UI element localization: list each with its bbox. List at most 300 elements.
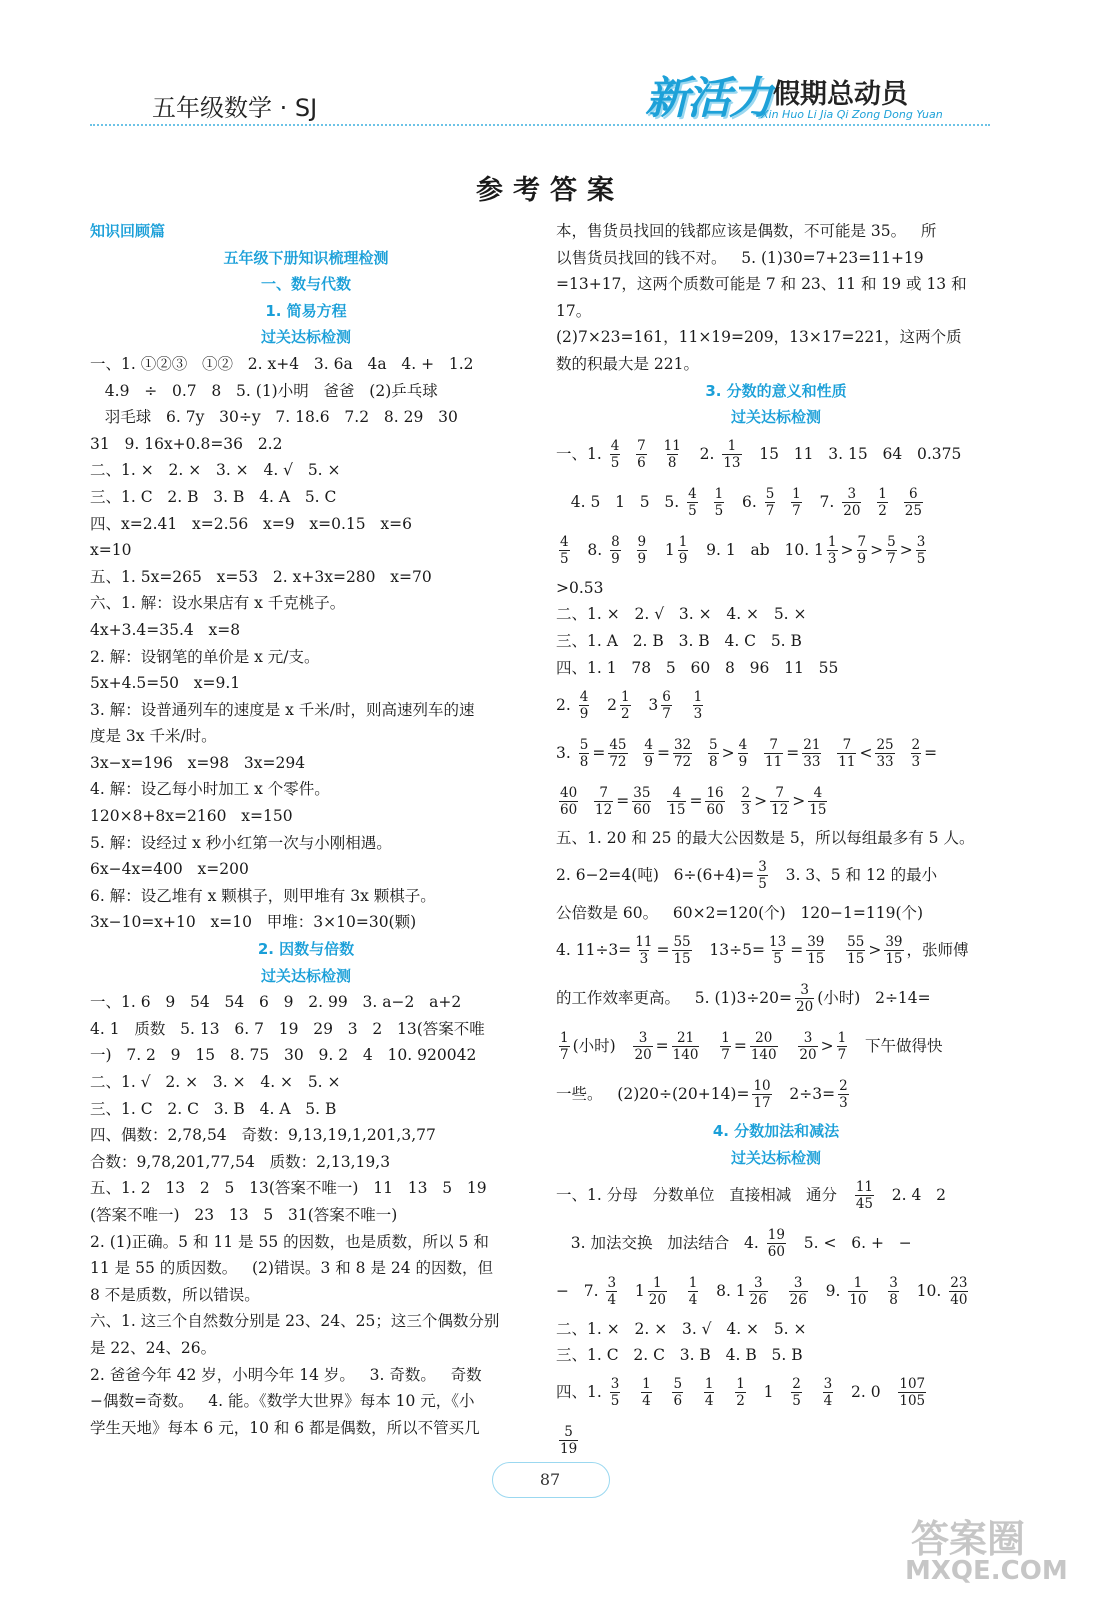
fraction [610, 438, 621, 471]
answer-line: 120×8+8x=2160 x=150 [90, 807, 293, 826]
fraction-numerator: 6 [662, 688, 671, 705]
answer-text [655, 1379, 670, 1406]
answer-line: (2)7×23=161，11×19=209，13×17=221，这两个质 [556, 328, 962, 347]
fraction-denominator: 26 [749, 1292, 767, 1308]
answer-text: 4. 5 1 5 5. [556, 493, 685, 512]
fraction [916, 534, 927, 567]
fraction [672, 1376, 683, 1409]
fraction-numerator: 45 [609, 736, 627, 753]
fraction-numerator: 7 [775, 784, 784, 801]
fraction [765, 486, 776, 519]
fraction-numerator: 19 [767, 1227, 785, 1243]
fraction-numerator: 4 [610, 438, 620, 455]
answer-text: 2. 0 [836, 1383, 896, 1402]
fraction [741, 785, 752, 818]
answer-text: > [899, 541, 913, 560]
fraction-numerator: 2 [741, 784, 751, 801]
brand-logo [645, 62, 990, 130]
section-heading: 1. 简易方程 [265, 301, 347, 320]
fraction-denominator: 15 [668, 801, 686, 818]
answer-line [556, 926, 996, 974]
fraction-numerator: 6 [909, 486, 918, 503]
fraction-numerator: 40 [560, 784, 578, 801]
answer-text: 8. [572, 541, 608, 560]
brand-logo-pinyin: Xin Huo Li Jia Qi Zong Dong Yuan [761, 108, 943, 121]
answer-text [728, 788, 738, 815]
fraction-numerator: 1 [721, 1029, 730, 1046]
answer-line: 六、1. 解：设水果店有 x 千克桃子。 [90, 594, 346, 613]
answer-text: 6. [727, 493, 762, 512]
fraction-denominator: 5 [773, 950, 782, 967]
fraction [791, 1376, 802, 1409]
answer-text: 一、1. [556, 445, 607, 464]
fraction-numerator: 3 [889, 1275, 898, 1291]
answer-line [556, 479, 996, 527]
fraction-numerator: 1 [693, 688, 703, 705]
fraction-numerator: 5 [765, 486, 775, 503]
answer-line: 三、1. C 2. C 3. B 4. B 5. B [556, 1346, 803, 1365]
fraction [875, 737, 894, 770]
answer-text [864, 489, 874, 516]
answer-text: − 7. [556, 1282, 604, 1301]
fraction-numerator: 11 [635, 933, 653, 950]
answer-text: 10. [901, 1282, 947, 1301]
fraction [672, 1030, 700, 1063]
brand-logo-title: 新活力 [645, 73, 771, 124]
answer-line: 羽毛球 6. 7y 30÷y 7. 18.6 7.2 8. 29 30 [90, 408, 458, 427]
answer-text [701, 489, 711, 516]
fraction [673, 737, 692, 770]
answer-line: 公倍数是 60。 60×2=120(个) 120−1=119(个) [556, 903, 924, 922]
fraction-denominator: 3 [839, 1094, 848, 1111]
answer-line: 11 是 55 的质因数。 (2)错误。3 和 8 是 24 的因数，但 [90, 1259, 494, 1278]
fraction-denominator: 7 [792, 503, 801, 520]
answer-text [751, 740, 761, 767]
answer-text [898, 740, 908, 767]
answer-text [670, 1278, 685, 1305]
fraction [749, 1275, 768, 1308]
fraction-numerator: 1 [837, 1029, 847, 1046]
fraction-numerator: 25 [876, 736, 894, 753]
answer-line: 4. 1 质数 5. 13 6. 7 19 29 3 2 13(答案不唯 [90, 1019, 485, 1038]
answer-text: > [840, 541, 854, 560]
fraction [767, 1227, 786, 1260]
answer-line: 六、1. 这三个自然数分别是 23、24、25；这三个偶数分别 [90, 1312, 500, 1331]
fraction [608, 737, 627, 770]
fraction [648, 1275, 667, 1308]
answer-line: 6. 解：设乙堆有 x 颗棋子，则甲堆有 3x 颗棋子。 [90, 886, 436, 905]
fraction-numerator: 55 [673, 933, 691, 950]
fraction [898, 1376, 926, 1409]
fraction [637, 534, 648, 567]
answer-line: −偶数=奇数。 4. 能。《数学大世界》每本 10 元，《小 [90, 1392, 475, 1411]
fraction-denominator: 20 [634, 1046, 652, 1063]
answer-text: = [733, 1037, 747, 1056]
fraction [735, 1376, 746, 1409]
fraction [949, 1275, 968, 1308]
answer-text [695, 740, 705, 767]
fraction [632, 785, 651, 818]
answer-line [556, 1070, 996, 1118]
fraction-numerator: 9 [637, 534, 647, 551]
answer-line: 5x+4.5=50 x=9.1 [90, 674, 241, 693]
fraction [714, 486, 725, 519]
answer-text: 15 11 3. 15 64 0.375 [744, 445, 962, 464]
fraction-numerator: 4 [672, 784, 682, 801]
fraction-denominator: 12 [595, 801, 613, 818]
fraction [789, 1275, 808, 1308]
fraction-numerator: 3 [638, 1029, 648, 1046]
fraction-denominator: 72 [609, 753, 627, 770]
answer-text [623, 1379, 638, 1406]
fraction-numerator: 4 [813, 784, 823, 801]
answer-text: 下午做得快 [850, 1037, 943, 1056]
fraction [838, 1078, 849, 1111]
answer-text [581, 788, 591, 815]
fraction-denominator: 5 [688, 503, 697, 520]
answer-line: 4. 解：设乙每小时加工 x 个零件。 [90, 780, 330, 799]
watermark-text: 答案圈 [911, 1517, 1026, 1561]
fraction-numerator: 20 [755, 1029, 773, 1046]
fraction-denominator: 8 [889, 1292, 898, 1308]
fraction-numerator: 107 [899, 1376, 926, 1393]
fraction-numerator: 32 [673, 736, 692, 753]
fraction-numerator: 7 [769, 736, 778, 753]
fraction-numerator: 23 [950, 1275, 968, 1291]
fraction [846, 934, 865, 967]
fraction [768, 934, 787, 967]
fraction-denominator: 25 [904, 503, 922, 520]
fraction [806, 934, 825, 967]
fraction [687, 486, 698, 519]
fraction [823, 1376, 834, 1409]
fraction-numerator: 3 [847, 486, 857, 503]
left-column [90, 218, 522, 1441]
watermark-logo [905, 1508, 1085, 1590]
fraction-numerator: 16 [706, 784, 724, 801]
answer-text: 四、1. [556, 1383, 607, 1402]
answer-line: 二、1. × 2. × 3. × 4. √ 5. × [90, 461, 341, 480]
fraction-denominator: 7 [721, 1046, 730, 1063]
answer-text [824, 740, 834, 767]
fraction-denominator: 3 [827, 551, 837, 568]
fraction [886, 534, 897, 567]
fraction-denominator: 3 [639, 950, 649, 967]
answer-text: > [868, 941, 882, 960]
fraction-denominator: 7 [560, 1046, 569, 1063]
answer-line: 一、1. ①②③ ①② 2. x+4 3. 6a 4a 4. + 1.2 [90, 354, 474, 373]
fraction-numerator: 7 [599, 784, 608, 801]
fraction [770, 785, 789, 818]
page-number: 87 [539, 1470, 561, 1489]
fraction-numerator: 4 [644, 736, 653, 753]
fraction [610, 534, 621, 567]
answer-line: 合数：9,78,201,77,54 质数：2,13,19,3 [90, 1152, 391, 1171]
fraction-denominator: 5 [714, 503, 724, 520]
answer-text: = [592, 743, 606, 762]
fraction-denominator: 105 [899, 1393, 926, 1410]
answer-text: 8. 1 [701, 1282, 746, 1301]
fraction-denominator: 20 [799, 1046, 817, 1063]
fraction [704, 1376, 715, 1409]
answer-text: 1 [748, 1383, 789, 1402]
fraction [559, 534, 570, 567]
answer-text: = [786, 743, 800, 762]
answer-line: x=10 [90, 541, 132, 560]
fraction-denominator: 8 [667, 455, 677, 472]
fraction [579, 737, 590, 770]
answer-line [556, 1369, 996, 1417]
fraction-denominator: 45 [855, 1196, 874, 1212]
fraction-denominator: 15 [807, 950, 825, 967]
fraction [877, 486, 888, 519]
fraction-numerator: 1 [560, 1029, 569, 1046]
section-heading: 五年级下册知识梳理检测 [223, 248, 389, 267]
fraction [705, 785, 724, 818]
answer-line [556, 431, 996, 479]
answer-line [556, 1417, 996, 1465]
fraction-numerator: 1 [688, 1275, 698, 1291]
answer-text: 3. 3、5 和 12 的最小 [770, 866, 938, 885]
answer-text: 7. [804, 493, 840, 512]
answer-line: 二、1. √ 2. × 3. × 4. × 5. × [90, 1073, 341, 1091]
fraction [620, 689, 631, 722]
fraction-numerator: 10 [753, 1077, 771, 1094]
fraction [708, 737, 719, 770]
fraction-denominator: 4 [688, 1292, 698, 1308]
fraction [610, 1376, 621, 1409]
answer-text: ，张师傅 [906, 941, 969, 960]
fraction-numerator: 3 [800, 981, 809, 998]
answer-line: 三、1. C 2. B 3. B 4. A 5. C [90, 487, 337, 506]
answer-line: 是 22、24、26。 [90, 1338, 217, 1357]
fraction-denominator: 9 [611, 551, 620, 568]
fraction [884, 934, 903, 967]
answer-text [650, 441, 660, 468]
answer-text: 2 [592, 695, 617, 714]
answer-line [556, 974, 996, 1022]
answer-text: 1 [620, 1282, 645, 1301]
fraction [857, 534, 868, 567]
answer-text [781, 1033, 796, 1060]
answer-text [623, 441, 633, 468]
fraction [837, 1030, 848, 1063]
fraction-denominator: 3 [693, 705, 703, 722]
answer-line: =13+17，这两个质数可能是 7 和 23、11 和 19 或 13 和 [556, 275, 967, 294]
fraction-denominator: 15 [673, 950, 691, 967]
fraction-denominator: 7 [887, 551, 896, 568]
fraction [606, 1275, 617, 1308]
section-heading: 知识回顾篇 [90, 222, 166, 240]
fraction-numerator: 1 [878, 486, 887, 503]
fraction-denominator: 8 [709, 753, 718, 770]
fraction-numerator: 1 [853, 1275, 863, 1291]
header-subject: 五年级数学 · SJ [152, 94, 318, 122]
answer-text: 3 [633, 695, 659, 714]
fraction-denominator: 60 [706, 801, 724, 818]
answer-text: 3. 加法交换 加法结合 4. [556, 1234, 764, 1253]
fraction-denominator: 5 [610, 1393, 620, 1410]
fraction-denominator: 72 [673, 753, 692, 770]
section-heading: 一、数与代数 [260, 275, 351, 294]
answer-line: 以售货员找回的钱不对。 5. (1)30=7+23=11+19 [556, 248, 924, 267]
answer-line: 四、1. 1 78 5 60 8 96 11 55 [556, 658, 839, 677]
answer-line: 学生天地》每本 6 元，10 和 6 都是偶数，所以不管买几 [90, 1418, 480, 1437]
fraction-numerator: 1 [704, 1376, 714, 1393]
fraction-numerator: 11 [855, 1179, 874, 1195]
fraction [672, 934, 691, 967]
fraction-denominator: 8 [579, 753, 589, 770]
fraction-denominator: 15 [809, 801, 827, 818]
answer-text: (小时) 2÷14= [817, 989, 931, 1008]
fraction-numerator: 5 [673, 1376, 683, 1393]
fraction [750, 1030, 778, 1063]
fraction [837, 737, 856, 770]
answer-line: 4x+3.4=35.4 x=8 [90, 620, 241, 639]
fraction-denominator: 5 [560, 551, 569, 568]
fraction-denominator: 4 [704, 1393, 714, 1410]
answer-line: 四、x=2.41 x=2.56 x=9 x=0.15 x=6 [90, 514, 413, 533]
fraction [911, 737, 922, 770]
fraction [579, 689, 590, 722]
fraction-numerator: 5 [579, 736, 589, 753]
answer-line [556, 681, 996, 729]
fraction-denominator: 140 [750, 1046, 777, 1063]
fraction-denominator: 9 [738, 753, 748, 770]
brand-logo-subtitle: 假期总动员 [773, 79, 908, 110]
answer-text: = [689, 791, 703, 810]
fraction-denominator: 20 [796, 998, 814, 1015]
fraction-numerator: 7 [842, 736, 852, 753]
fraction [720, 1030, 731, 1063]
page-title: 参考答案 [476, 175, 624, 206]
fraction-denominator: 6 [637, 455, 646, 472]
fraction-numerator: 3 [803, 1029, 813, 1046]
fraction [688, 1275, 699, 1308]
fraction-denominator: 15 [885, 950, 903, 967]
answer-line: 2. 解：设钢笔的单价是 x 元/支。 [90, 647, 320, 666]
answer-line: 二、1. × 2. × 3. √ 4. × 5. × [556, 1319, 807, 1338]
answer-text [702, 1033, 717, 1060]
fraction [888, 1275, 899, 1308]
answer-text [805, 1379, 820, 1406]
fraction-denominator: 9 [579, 705, 589, 722]
fraction-denominator: 11 [765, 753, 783, 770]
answer-line: 二、1. × 2. √ 3. × 4. × 5. × [556, 605, 807, 624]
fraction [848, 1275, 867, 1308]
fraction-numerator: 1 [727, 438, 737, 455]
answer-text: > [820, 1037, 834, 1056]
section-heading: 4. 分数加法和减法 [712, 1122, 840, 1141]
fraction [663, 438, 682, 471]
section-heading: 过关达标检测 [730, 1148, 821, 1167]
answer-line: 3. 解：设普通列车的速度是 x 千米/时，则高速列车的速 [90, 700, 475, 719]
answer-text: 2. [556, 695, 576, 714]
fraction [559, 785, 578, 818]
answer-text [675, 692, 690, 719]
fraction-denominator: 17 [753, 1094, 771, 1111]
answer-text: < [859, 743, 873, 762]
fraction-numerator: 2 [792, 1376, 801, 1393]
answer-line [556, 729, 996, 777]
fraction-numerator: 39 [807, 933, 825, 950]
watermark-url: MXQE.COM [905, 1556, 1068, 1586]
fraction-denominator: 7 [837, 1046, 847, 1063]
fraction-denominator: 2 [878, 503, 887, 520]
answer-line: 本，售货员找回的钱都应该是偶数，不可能是 35。 所 [556, 222, 937, 240]
answer-line: 四、偶数：2,78,54 奇数：9,13,19,1,201,3,77 [90, 1126, 436, 1145]
fraction-numerator: 1 [653, 1275, 662, 1291]
fraction [842, 486, 861, 519]
fraction [661, 689, 672, 722]
answer-line: 4.9 ÷ 0.7 8 5. (1)小明 爸爸 (2)乒乓球 [90, 381, 438, 400]
fraction [738, 737, 749, 770]
fraction-denominator: 2 [736, 1393, 745, 1410]
answer-line [556, 527, 996, 575]
section-heading: 过关达标检测 [260, 328, 351, 347]
fraction-denominator: 3 [911, 753, 921, 770]
answer-line: (答案不唯一) 23 13 5 31(答案不唯一) [90, 1205, 398, 1224]
fraction-denominator: 140 [672, 1046, 699, 1063]
fraction-numerator: 3 [916, 534, 926, 551]
fraction-denominator: 5 [610, 455, 620, 472]
answer-line [556, 1268, 996, 1316]
answer-text: > [721, 743, 735, 762]
answer-text [686, 1379, 701, 1406]
answer-line: 3x−10=x+10 x=10 甲堆：3×10=30(颗) [90, 913, 417, 932]
fraction-denominator: 6 [673, 1393, 683, 1410]
fraction-denominator: 3 [741, 801, 751, 818]
fraction-numerator: 3 [823, 1376, 833, 1393]
fraction-numerator: 1 [714, 486, 724, 503]
answer-line: 三、1. A 2. B 3. B 4. C 5. B [556, 631, 802, 650]
right-column [556, 218, 996, 1465]
answer-line: 数的积最大是 221。 [556, 354, 700, 373]
fraction-denominator: 11 [838, 753, 856, 770]
fraction [678, 534, 689, 567]
fraction-numerator: 13 [769, 933, 787, 950]
fraction-denominator: 20 [648, 1292, 666, 1308]
answer-line: 五、1. 5x=265 x=53 2. x+3x=280 x=70 [90, 567, 432, 586]
fraction-denominator: 33 [876, 753, 894, 770]
answer-text: 5. < 6. + − [788, 1234, 912, 1253]
fraction-numerator: 5 [887, 534, 896, 551]
answer-text [654, 788, 664, 815]
answer-line: 度是 3x 千米/时。 [90, 727, 217, 746]
fraction-denominator: 15 [847, 950, 865, 967]
fraction-denominator: 60 [767, 1244, 785, 1260]
answer-text: 2. [684, 445, 720, 464]
fraction [559, 1030, 570, 1063]
answer-text [871, 1278, 886, 1305]
fraction-numerator: 8 [611, 534, 620, 551]
fraction [795, 982, 814, 1015]
fraction-denominator: 13 [723, 455, 741, 472]
answer-text: > [870, 541, 884, 560]
fraction-numerator: 2 [911, 736, 921, 753]
fraction [757, 859, 768, 892]
answer-text [771, 1278, 786, 1305]
answer-line: 一) 7. 2 9 15 8. 75 30 9. 2 4 10. 920042 [90, 1046, 477, 1065]
fraction-numerator: 21 [803, 736, 821, 753]
answer-text [891, 489, 901, 516]
fraction-numerator: 1 [620, 688, 630, 705]
fraction [667, 785, 686, 818]
fraction-numerator: 55 [847, 933, 865, 950]
fraction [693, 689, 704, 722]
fraction-denominator: 10 [849, 1292, 867, 1308]
fraction-numerator: 39 [885, 933, 903, 950]
